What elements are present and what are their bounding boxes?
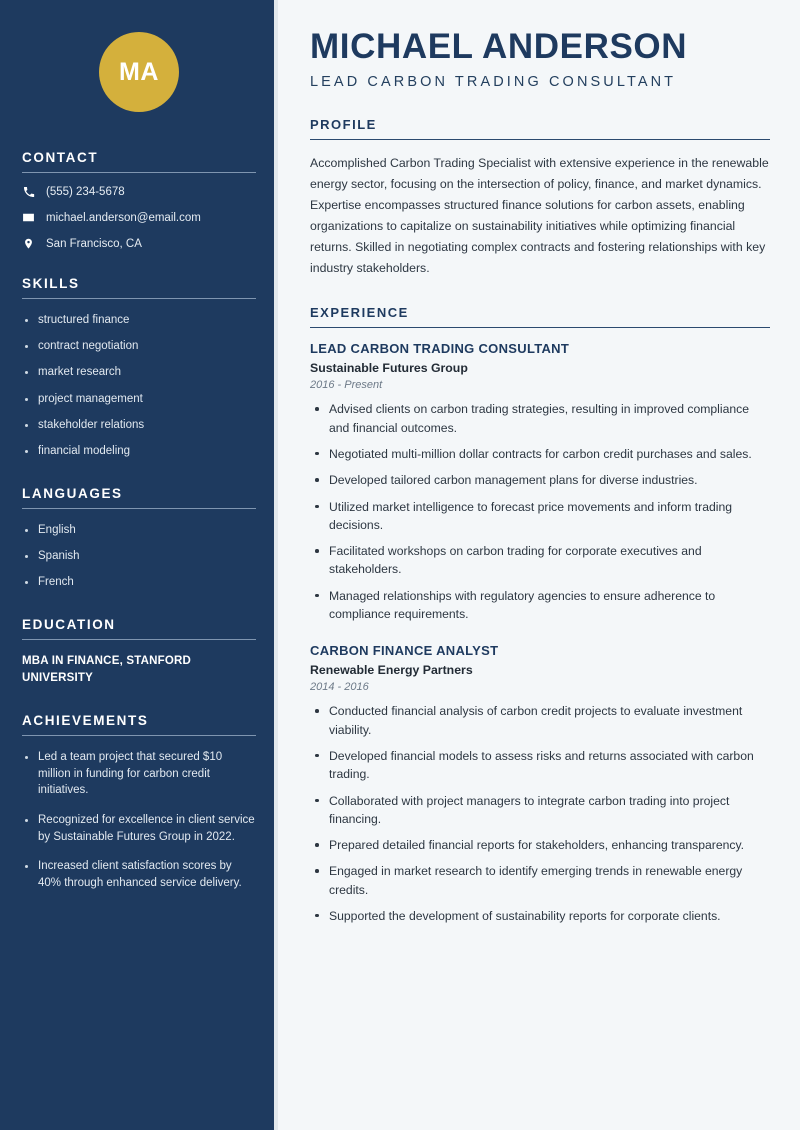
list-item: Advised clients on carbon trading strategies, resulting in improved compliance and financial outcomes. <box>310 400 770 437</box>
achievements-heading: ACHIEVEMENTS <box>22 713 149 729</box>
list-item: financial modeling <box>22 443 256 460</box>
list-item: Spanish <box>22 548 256 565</box>
main-content <box>278 0 800 1130</box>
list-item: Facilitated workshops on carbon trading for corporate executives and stakeholders. <box>310 542 770 579</box>
experience-bullets <box>310 400 770 623</box>
contact-divider <box>22 172 256 173</box>
list-item: Conducted financial analysis of carbon credit projects to evaluate investment viability. <box>310 702 770 739</box>
profile-heading: PROFILE <box>310 116 377 132</box>
languages-list <box>22 522 256 591</box>
experience-job-title: CARBON FINANCE ANALYST <box>310 643 499 659</box>
list-item: Recognized for excellence in client service by Sustainable Futures Group in 2022. <box>22 812 256 845</box>
list-item: Led a team project that secured $10 million in funding for carbon credit initiatives. <box>22 749 256 799</box>
languages-heading: LANGUAGES <box>22 485 123 501</box>
experience-bullets <box>310 702 770 925</box>
skills-divider <box>22 298 256 299</box>
contact-section <box>22 150 256 250</box>
skills-section <box>22 276 256 460</box>
contact-item-location[interactable] <box>22 237 256 250</box>
profile-text: Accomplished Carbon Trading Specialist with extensive experience in the renewable energy sector, focusing on the intersection of policy, finance, and market dynamics. Expertise encompasses structured finance solutions for carbon assets, enabling organizations to capitalize on sustainability initiatives while optimizing financial returns. Skilled in negotiating complex contracts and fostering relationships with key industry stakeholders. <box>310 155 769 276</box>
contact-location-value: San Francisco, CA <box>46 237 142 250</box>
education-entry: MBA IN FINANCE, STANFORD UNIVERSITY <box>22 654 191 684</box>
contact-phone-value: (555) 234-5678 <box>46 186 125 198</box>
list-item: French <box>22 574 256 591</box>
profile-divider <box>310 139 770 140</box>
list-item: Developed tailored carbon management plans for diverse industries. <box>310 471 770 489</box>
list-item: market research <box>22 364 256 381</box>
languages-divider <box>22 508 256 509</box>
experience-job-title: LEAD CARBON TRADING CONSULTANT <box>310 341 570 357</box>
list-item: Engaged in market research to identify emerging trends in renewable energy credits. <box>310 862 770 899</box>
skills-heading: SKILLS <box>22 276 80 291</box>
list-item: structured finance <box>22 312 256 329</box>
education-section <box>22 617 256 688</box>
achievements-list <box>22 749 256 892</box>
map-pin-icon <box>22 237 35 250</box>
experience-dates: 2016 - Present <box>310 379 383 392</box>
list-item: Utilized market intelligence to forecast price movements and inform trading decisions. <box>310 498 770 535</box>
experience-dates: 2014 - 2016 <box>310 681 369 694</box>
list-item: project management <box>22 391 256 408</box>
list-item: Collaborated with project managers to integrate carbon trading into project financing. <box>310 792 770 829</box>
experience-entry <box>310 643 770 925</box>
achievements-section <box>22 713 256 892</box>
education-heading: EDUCATION <box>22 616 116 632</box>
experience-entry <box>310 341 770 623</box>
header-subtitle: LEAD CARBON TRADING CONSULTANT <box>310 73 677 90</box>
page-title: MICHAEL ANDERSON <box>310 27 688 66</box>
list-item: Prepared detailed financial reports for stakeholders, enhancing transparency. <box>310 836 770 854</box>
contact-item-email[interactable] <box>22 211 256 224</box>
sidebar <box>0 0 278 1130</box>
list-item: Managed relationships with regulatory agencies to ensure adherence to compliance requirements. <box>310 587 770 624</box>
phone-icon <box>22 186 35 198</box>
experience-company: Sustainable Futures Group <box>310 361 468 376</box>
experience-heading: EXPERIENCE <box>310 305 409 321</box>
contact-email-value: michael.anderson@email.com <box>46 211 201 224</box>
list-item: stakeholder relations <box>22 417 256 434</box>
profile-section <box>310 117 770 280</box>
contact-item-phone[interactable] <box>22 186 256 198</box>
experience-divider <box>310 327 770 328</box>
list-item: Developed financial models to assess risks and returns associated with carbon trading. <box>310 747 770 784</box>
experience-company: Renewable Energy Partners <box>310 663 473 678</box>
avatar-container <box>22 0 256 150</box>
achievements-divider <box>22 735 256 736</box>
list-item: contract negotiation <box>22 338 256 355</box>
languages-section <box>22 486 256 591</box>
skills-list <box>22 312 256 460</box>
envelope-icon <box>22 211 35 224</box>
education-divider <box>22 639 256 640</box>
list-item: English <box>22 522 256 539</box>
list-item: Increased client satisfaction scores by 40% through enhanced service delivery. <box>22 858 256 891</box>
list-item: Negotiated multi-million dollar contracts for carbon credit purchases and sales. <box>310 445 770 463</box>
avatar: MA <box>99 32 179 112</box>
experience-section <box>310 305 770 925</box>
list-item: Supported the development of sustainability reports for corporate clients. <box>310 907 770 925</box>
contact-heading: CONTACT <box>22 150 99 165</box>
